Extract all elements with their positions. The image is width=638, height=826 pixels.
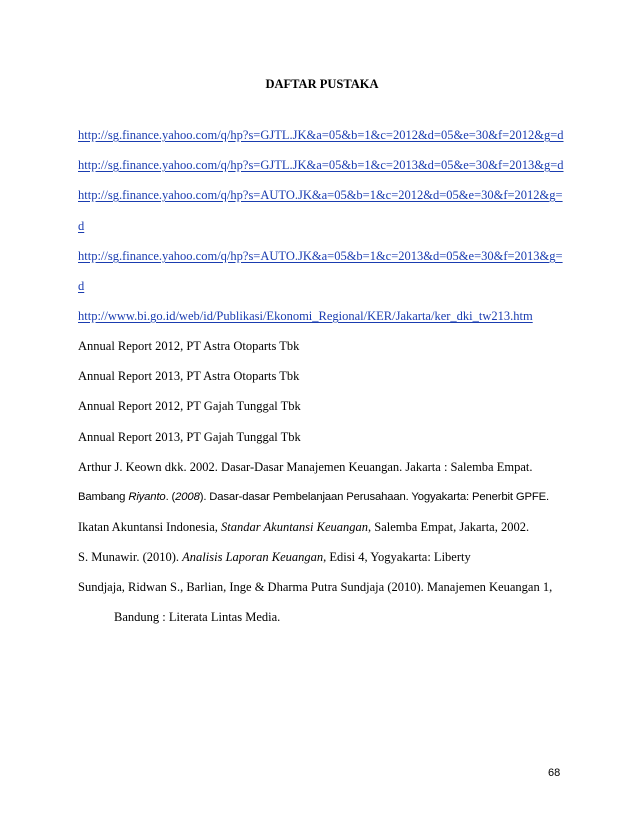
reference-entry: Sundjaja, Ridwan S., Barlian, Inge & Dharma Putra Sundjaja (2010). Manajemen Keuangan 1, bbox=[78, 580, 553, 594]
reference-entry: Arthur J. Keown dkk. 2002. Dasar-Dasar Manajemen Keuangan. Jakarta : Salemba Empat. bbox=[78, 460, 533, 474]
reference-link[interactable]: http://sg.finance.yahoo.com/q/hp?s=GJTL.JK&a=05&b=1&c=2013&d=05&e=30&f=2013&g=d bbox=[78, 158, 564, 172]
reference-title: Standar Akuntansi Keuangan bbox=[221, 520, 369, 534]
reference-entry bbox=[78, 549, 471, 565]
reference-title: Analisis Laporan Keuangan bbox=[182, 550, 324, 564]
reference-separator: . ( bbox=[165, 491, 176, 503]
reference-link[interactable]: http://sg.finance.yahoo.com/q/hp?s=AUTO.JK&a=05&b=1&c=2013&d=05&e=30&f=2013&g= bbox=[78, 249, 563, 263]
page-title-text: DAFTAR PUSTAKA bbox=[265, 77, 379, 91]
reference-entry bbox=[78, 519, 529, 535]
reference-author: S. Munawir. (2010). bbox=[78, 550, 183, 564]
reference-link[interactable]: http://sg.finance.yahoo.com/q/hp?s=AUTO.JK&a=05&b=1&c=2012&d=05&e=30&f=2012&g= bbox=[78, 188, 563, 202]
page-title bbox=[0, 77, 638, 92]
reference-rest: , Edisi 4, Yogyakarta: Liberty bbox=[323, 550, 471, 564]
reference-rest: ). Dasar-dasar Pembelanjaan Perusahaan. Yogyakarta: Penerbit GPFE. bbox=[199, 491, 549, 503]
reference-author: Bambang bbox=[78, 491, 129, 503]
reference-author-italic: Riyanto bbox=[128, 491, 166, 503]
reference-link[interactable]: http://sg.finance.yahoo.com/q/hp?s=GJTL.JK&a=05&b=1&c=2012&d=05&e=30&f=2012&g=d bbox=[78, 128, 564, 142]
reference-entry: Annual Report 2012, PT Gajah Tunggal Tbk bbox=[78, 399, 301, 413]
reference-entry: Annual Report 2013, PT Gajah Tunggal Tbk bbox=[78, 430, 301, 444]
reference-year: 2008 bbox=[175, 491, 200, 503]
reference-entry-continuation: Bandung : Literata Lintas Media. bbox=[114, 610, 281, 624]
reference-entry: Annual Report 2013, PT Astra Otoparts Tbk bbox=[78, 369, 300, 383]
page-number: 68 bbox=[548, 767, 561, 779]
reference-link-continuation[interactable]: d bbox=[78, 279, 85, 293]
reference-author: Ikatan Akuntansi Indonesia, bbox=[78, 520, 222, 534]
reference-entry bbox=[78, 489, 549, 505]
reference-link-continuation[interactable]: d bbox=[78, 219, 85, 233]
reference-link[interactable]: http://www.bi.go.id/web/id/Publikasi/Ekonomi_Regional/KER/Jakarta/ker_dki_tw213.htm bbox=[78, 309, 533, 323]
reference-entry: Annual Report 2012, PT Astra Otoparts Tbk bbox=[78, 339, 300, 353]
reference-rest: , Salemba Empat, Jakarta, 2002. bbox=[368, 520, 530, 534]
